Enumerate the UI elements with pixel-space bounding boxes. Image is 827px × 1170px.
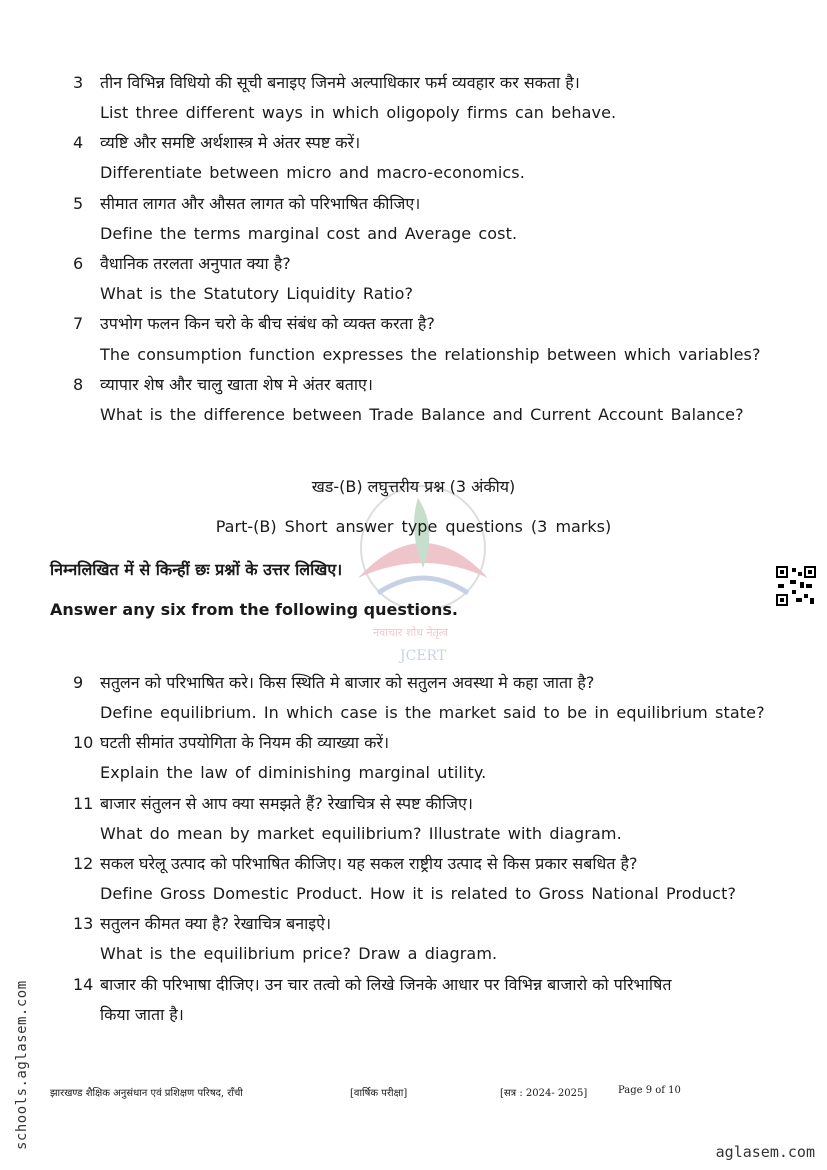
logo-motto: नवाचार शोध नेतृत्व — [373, 626, 448, 639]
instruction-hindi: निम्नलिखित में से किन्हीं छः प्रश्नों के उत्तर लिखिए। — [50, 560, 343, 579]
question-hindi: तीन विभिन्न विधियो की सूची बनाइए जिनमे अल्पाधिकार फर्म व्यवहार कर सकता है। — [100, 73, 580, 92]
question-number: 10 — [73, 733, 94, 752]
question-number: 9 — [73, 673, 84, 692]
question-english: Explain the law of diminishing marginal utility. — [100, 763, 487, 782]
question-english: What is the difference between Trade Balance and Current Account Balance? — [100, 405, 744, 424]
bottom-watermark: aglasem.com — [715, 1143, 815, 1161]
qr-code-icon — [776, 566, 816, 606]
question-hindi: सतुलन कीमत क्या है? रेखाचित्र बनाइऐ। — [100, 914, 332, 933]
question-hindi: उपभोग फलन किन चरो के बीच संबंध को व्यक्त करता है? — [100, 314, 435, 333]
footer-session: [सत्र : 2024- 2025] — [500, 1088, 588, 1099]
question-number: 13 — [73, 914, 94, 933]
logo-text: JCERT — [400, 648, 447, 664]
footer-org: झारखण्ड शैक्षिक अनुसंधान एवं प्रशिक्षण परिषद, राँची — [50, 1088, 243, 1099]
question-number: 3 — [73, 73, 84, 92]
question-english: What do mean by market equilibrium? Illustrate with diagram. — [100, 824, 622, 843]
instruction-english: Answer any six from the following questions. — [50, 600, 458, 619]
question-english: Define the terms marginal cost and Average cost. — [100, 224, 518, 243]
question-hindi: सीमात लागत और औसत लागत को परिभाषित कीजिए। — [100, 194, 421, 213]
question-hindi: सकल घरेलू उत्पाद को परिभाषित कीजिए। यह सकल राष्ट्रीय उत्पाद से किस प्रकार सबधित है? — [100, 854, 638, 873]
question-english: The consumption function expresses the relationship between which variables? — [100, 345, 761, 364]
question-hindi-continued: किया जाता है। — [100, 1005, 184, 1024]
question-hindi: व्यष्टि और समष्टि अर्थशास्त्र मे अंतर स्पष्ट करें। — [100, 133, 361, 152]
question-number: 14 — [73, 975, 94, 994]
question-hindi: बाजार संतुलन से आप क्या समझते हैं? रेखाचित्र से स्पष्ट कीजिए। — [100, 794, 473, 813]
section-b-title-english: Part-(B) Short answer type questions (3 marks) — [215, 517, 612, 536]
question-hindi: बाजार की परिभाषा दीजिए। उन चार तत्वो को लिखे जिनके आधार पर विभिन्न बाजारो को परिभाषित — [100, 975, 672, 994]
question-hindi: व्यापार शेष और चालु खाता शेष मे अंतर बताए। — [100, 375, 373, 394]
question-number: 11 — [73, 794, 94, 813]
question-number: 7 — [73, 314, 84, 333]
question-english: Differentiate between micro and macro-economics. — [100, 163, 525, 182]
question-hindi: घटती सीमांत उपयोगिता के नियम की व्याख्या करें। — [100, 733, 390, 752]
question-english: What is the Statutory Liquidity Ratio? — [100, 284, 414, 303]
question-number: 8 — [73, 375, 84, 394]
question-english: What is the equilibrium price? Draw a diagram. — [100, 944, 498, 963]
question-hindi: वैधानिक तरलता अनुपात क्या है? — [100, 254, 291, 273]
side-watermark: schools.aglasem.com — [14, 980, 30, 1150]
jcert-logo-watermark — [318, 468, 528, 668]
question-english: List three different ways in which oligopoly firms can behave. — [100, 103, 617, 122]
question-number: 4 — [73, 133, 84, 152]
question-number: 5 — [73, 194, 84, 213]
section-b-title-hindi: खड-(B) लघुत्तरीय प्रश्न (3 अंकीय) — [311, 477, 516, 496]
question-hindi: सतुलन को परिभाषित करे। किस स्थिति मे बाजार को सतुलन अवस्था मे कहा जाता है? — [100, 673, 595, 692]
question-number: 12 — [73, 854, 94, 873]
question-number: 6 — [73, 254, 84, 273]
footer-page-number: Page 9 of 10 — [618, 1085, 681, 1096]
question-english: Define Gross Domestic Product. How it is related to Gross National Product? — [100, 884, 737, 903]
question-english: Define equilibrium. In which case is the market said to be in equilibrium state? — [100, 703, 765, 722]
footer-exam: [वार्षिक परीक्षा] — [350, 1088, 408, 1099]
